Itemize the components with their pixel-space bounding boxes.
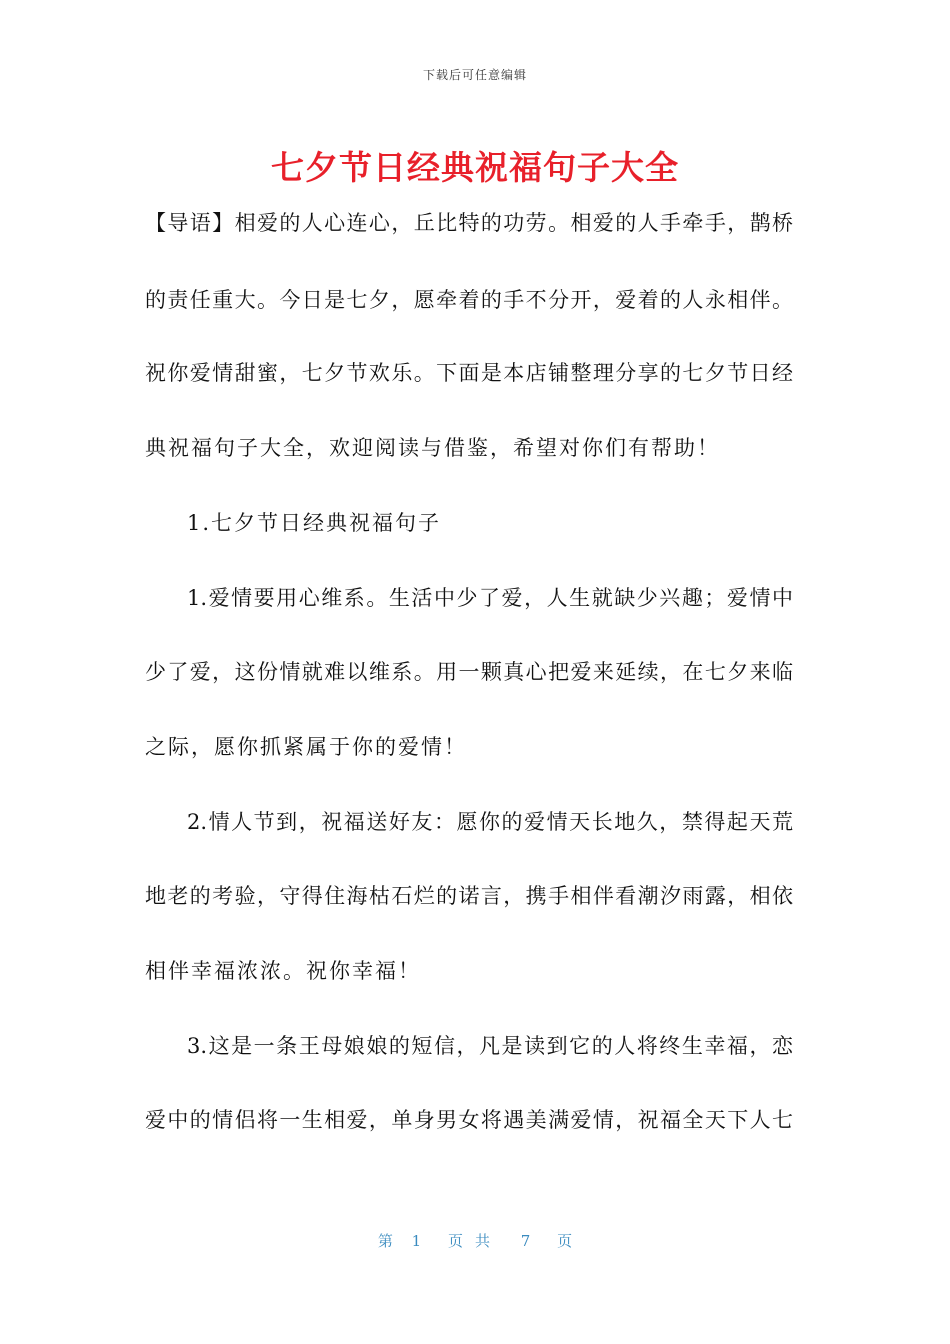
body-line: 【导语】相爱的人心连心，丘比特的功劳。相爱的人手牵手，鹊桥 <box>145 211 793 235</box>
body-line: 爱中的情侣将一生相爱，单身男女将遇美满爱情，祝福全天下人七 <box>145 1108 793 1132</box>
body-line: 少了爱，这份情就难以维系。用一颗真心把爱来延续，在七夕来临 <box>145 660 793 684</box>
body-line: 典祝福句子大全，欢迎阅读与借鉴，希望对你们有帮助！ <box>145 436 720 460</box>
body-line: 1.爱情要用心维系。生活中少了爱，人生就缺少兴趣；爱情中 <box>187 586 793 610</box>
footer-page-number: 1 <box>411 1232 422 1250</box>
footer-total-pages: 7 <box>520 1232 531 1250</box>
body-line: 3.这是一条王母娘娘的短信，凡是读到它的人将终生幸福，恋 <box>187 1034 793 1058</box>
section-heading: 1.七夕节日经典祝福句子 <box>187 511 442 535</box>
body-line: 2.情人节到，祝福送好友：愿你的爱情天长地久，禁得起天荒 <box>187 810 793 834</box>
document-title: 七夕节日经典祝福句子大全 <box>271 148 679 187</box>
body-line: 相伴幸福浓浓。祝你幸福！ <box>145 959 421 983</box>
footer-middle: 页共 <box>447 1232 502 1250</box>
body-line: 祝你爱情甜蜜，七夕节欢乐。下面是本店铺整理分享的七夕节日经 <box>145 361 793 385</box>
body-line: 的责任重大。今日是七夕，愿牵着的手不分开，爱着的人永相伴。 <box>145 288 793 312</box>
body-line: 地老的考验，守得住海枯石烂的诺言，携手相伴看潮汐雨露，相依 <box>145 884 793 908</box>
page-footer <box>0 1230 950 1251</box>
footer-suffix: 页 <box>557 1232 573 1250</box>
header-note: 下载后可任意编辑 <box>422 68 527 82</box>
footer-prefix: 第 <box>377 1232 393 1250</box>
body-line: 之际，愿你抓紧属于你的爱情！ <box>145 735 467 759</box>
